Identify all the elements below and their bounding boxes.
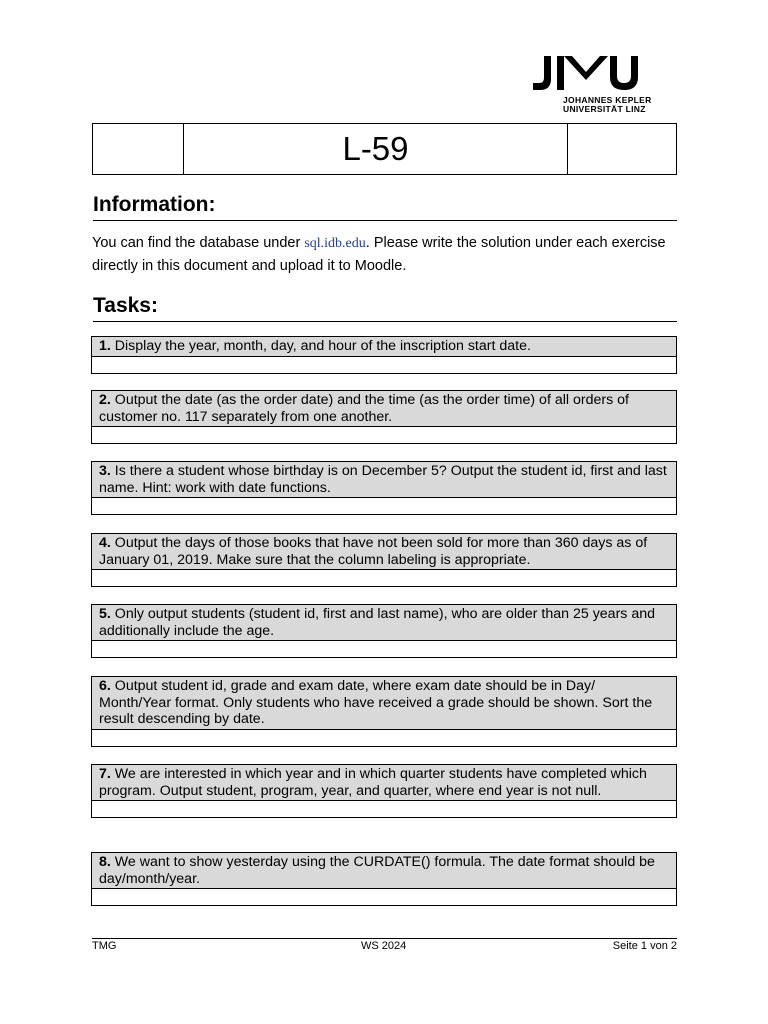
task-text: Is there a student whose birthday is on December 5? Output the student id, first and last name. Hint: work with date functions.: [99, 463, 667, 496]
task-text: We want to show yesterday using the CURDATE() formula. The date format should be day/month/year.: [99, 854, 655, 887]
information-text-part2: . Please write the solution under each exercise directly in this document and upload it to Moodle.: [92, 235, 666, 274]
task-box-3: [91, 461, 677, 515]
task-text: Output the date (as the order date) and the time (as the order time) of all orders of customer no. 117 separately from one another.: [99, 392, 629, 425]
task-answer-field[interactable]: [92, 801, 676, 817]
task-answer-field[interactable]: [92, 641, 676, 657]
task-number: 2.: [99, 392, 111, 408]
task-box-2: [91, 390, 677, 444]
task-text: Output the days of those books that have not been sold for more than 360 days as of January 01, 2019. Make sure that the column labeling is appropriate.: [99, 535, 648, 568]
task-question: [92, 337, 676, 357]
logo-text-line2: UNIVERSITÄT LINZ: [563, 104, 646, 114]
task-text: Output student id, grade and exam date, where exam date should be in Day/ Month/Year format. Only students who have received a grade should be shown. Sort the result descending by date.: [99, 678, 653, 727]
information-text-part1: You can find the database under: [92, 235, 305, 251]
document-title: L-59: [184, 124, 568, 174]
task-number: 7.: [99, 766, 111, 782]
task-answer-field[interactable]: [92, 427, 676, 443]
task-number: 8.: [99, 854, 111, 870]
database-host: sql.idb.edu: [304, 236, 366, 251]
information-text: [92, 232, 677, 277]
task-answer-field[interactable]: [92, 889, 676, 905]
task-answer-field[interactable]: [92, 570, 676, 586]
tasks-heading: Tasks:: [93, 294, 677, 322]
header-cell-left: [93, 124, 184, 174]
task-box-4: [91, 533, 677, 587]
task-box-1: [91, 336, 677, 374]
footer-page-number: Seite 1 von 2: [612, 940, 677, 952]
task-text: Only output students (student id, first and last name), who are older than 25 years and additionally include the age.: [99, 606, 656, 639]
task-question: [92, 765, 676, 801]
task-question: [92, 462, 676, 498]
task-number: 6.: [99, 678, 111, 694]
header-table: [92, 123, 677, 175]
task-answer-field[interactable]: [92, 498, 676, 514]
task-answer-field[interactable]: [92, 357, 676, 373]
jku-logo: [532, 55, 662, 91]
logo-text-line1: JOHANNES KEPLER: [563, 95, 652, 105]
task-box-8: [91, 852, 677, 906]
page-footer: [92, 938, 677, 952]
header-cell-right: [568, 124, 676, 174]
footer-center: WS 2024: [361, 940, 407, 952]
task-question: [92, 853, 676, 889]
task-box-7: [91, 764, 677, 818]
footer-left: TMG: [92, 940, 117, 952]
task-text: Display the year, month, day, and hour of the inscription start date.: [110, 338, 531, 354]
task-number: 1.: [99, 338, 111, 354]
jku-logo-mark: [532, 55, 642, 91]
task-question: [92, 391, 676, 427]
task-number: 4.: [99, 535, 111, 551]
task-question: [92, 677, 676, 730]
task-box-5: [91, 604, 677, 658]
task-text: We are interested in which year and in which quarter students have completed which program. Output student, program, year, and quarter, where end year is not null.: [99, 766, 647, 799]
task-answer-field[interactable]: [92, 730, 676, 746]
task-box-6: [91, 676, 677, 747]
task-number: 5.: [99, 606, 111, 622]
task-question: [92, 605, 676, 641]
task-number: 3.: [99, 463, 111, 479]
task-question: [92, 534, 676, 570]
information-heading: Information:: [93, 193, 677, 221]
